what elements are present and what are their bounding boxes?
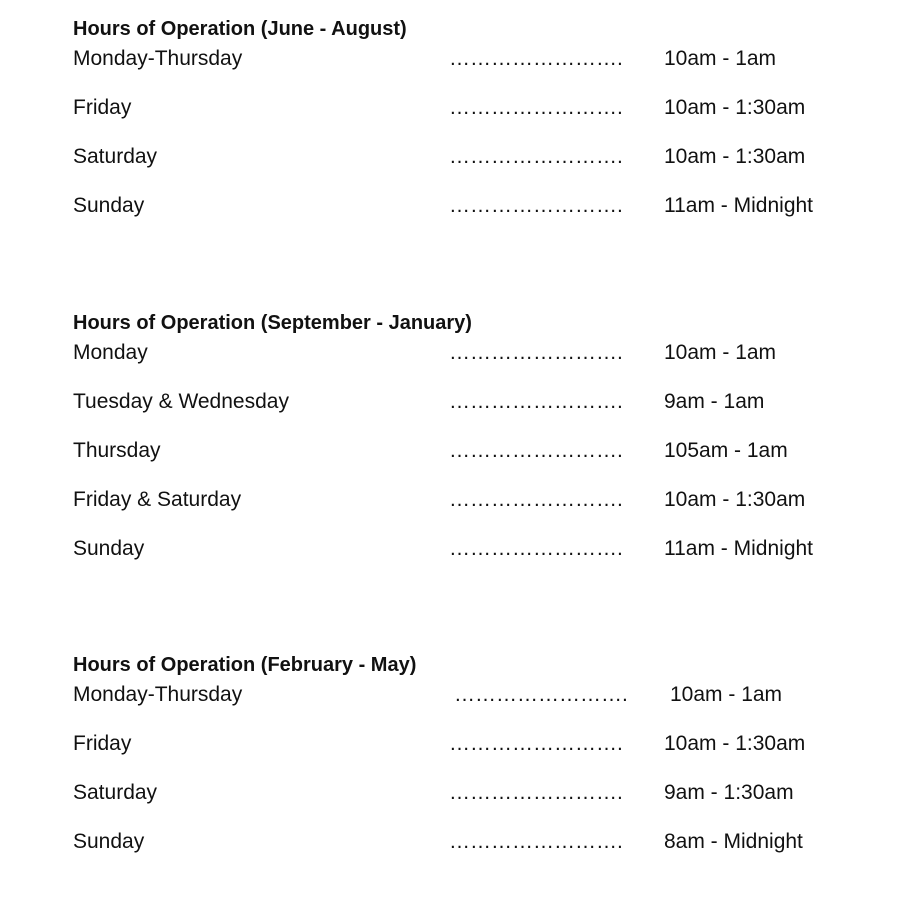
hours-value: 11am - Midnight [664, 194, 814, 217]
day-label: Monday [73, 341, 148, 364]
day-label: Saturday [73, 145, 158, 168]
day-label: Friday & Saturday [73, 488, 242, 511]
schedule-row [73, 387, 853, 436]
hours-value: 10am - 1:30am [664, 96, 806, 119]
day-label: Monday-Thursday [73, 683, 243, 706]
hours-section-spring [73, 650, 853, 876]
hours-value: 9am - 1am [664, 390, 765, 413]
day-label: Thursday [73, 439, 161, 462]
hours-value: 11am - Midnight [664, 537, 814, 560]
schedule-row [73, 142, 853, 191]
hours-value: 105am - 1am [664, 439, 788, 462]
schedule-row [73, 93, 853, 142]
section-title: Hours of Operation (September - January) [73, 312, 472, 334]
day-label: Friday [73, 732, 132, 755]
dot-leader: ……………………. [449, 47, 623, 70]
section-title: Hours of Operation (February - May) [73, 654, 417, 676]
hours-value: 10am - 1:30am [664, 145, 806, 168]
day-label: Sunday [73, 194, 145, 217]
hours-section-fall [73, 308, 853, 583]
hours-section-summer [73, 14, 853, 240]
hours-value: 10am - 1am [670, 683, 783, 706]
dot-leader: ……………………. [449, 96, 623, 119]
schedule-row [73, 680, 853, 729]
dot-leader: ……………………. [449, 390, 623, 413]
dot-leader: ……………………. [449, 194, 623, 217]
hours-value: 10am - 1:30am [664, 488, 806, 511]
schedule-row [73, 729, 853, 778]
day-label: Friday [73, 96, 132, 119]
dot-leader: ……………………. [449, 537, 623, 560]
dot-leader: ……………………. [454, 683, 628, 706]
schedule-row [73, 534, 853, 583]
hours-value: 8am - Midnight [664, 830, 803, 853]
dot-leader: ……………………. [449, 341, 623, 364]
dot-leader: ……………………. [449, 488, 623, 511]
schedule-row [73, 436, 853, 485]
dot-leader: ……………………. [449, 732, 623, 755]
day-label: Sunday [73, 537, 145, 560]
day-label: Tuesday & Wednesday [73, 390, 289, 413]
hours-value: 10am - 1:30am [664, 732, 806, 755]
day-label: Sunday [73, 830, 145, 853]
day-label: Monday-Thursday [73, 47, 243, 70]
hours-value: 10am - 1am [664, 341, 777, 364]
schedule-row [73, 44, 853, 93]
dot-leader: ……………………. [449, 439, 623, 462]
dot-leader: ……………………. [449, 830, 623, 853]
dot-leader: ……………………. [449, 781, 623, 804]
day-label: Saturday [73, 781, 158, 804]
dot-leader: ……………………. [449, 145, 623, 168]
schedule-row [73, 485, 853, 534]
hours-value: 10am - 1am [664, 47, 777, 70]
section-title: Hours of Operation (June - August) [73, 18, 407, 40]
schedule-row [73, 778, 853, 827]
schedule-row [73, 191, 853, 240]
schedule-row [73, 827, 853, 876]
schedule-row [73, 338, 853, 387]
hours-value: 9am - 1:30am [664, 781, 794, 804]
